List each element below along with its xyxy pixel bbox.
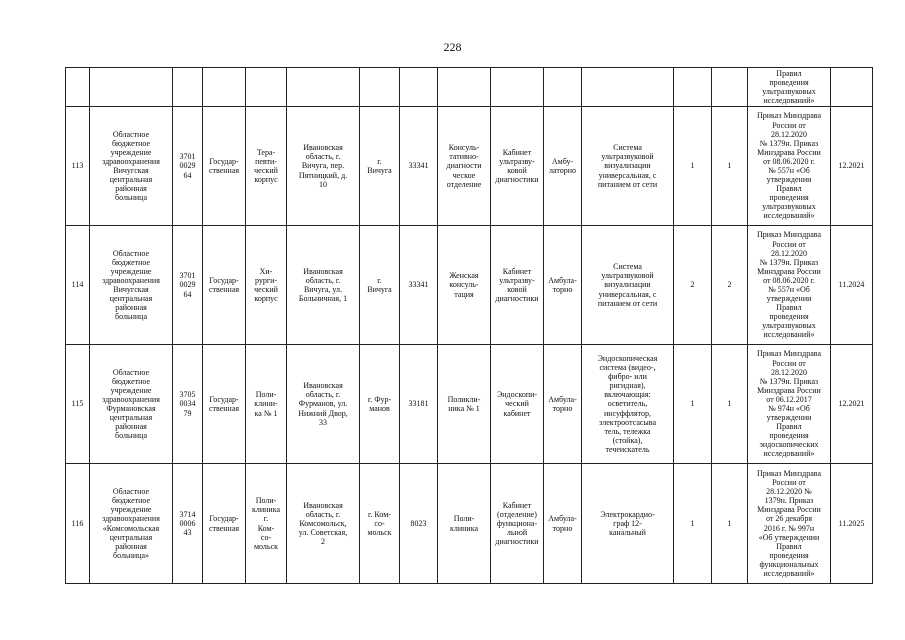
ownership-cell: Государ- ственная <box>208 514 240 533</box>
oktmo-cell: 33341 <box>408 161 429 171</box>
row-number-cell: 116 <box>71 518 84 528</box>
qty-required-cell: 1 <box>690 518 695 528</box>
standard-cell: Приказ Минздрава России от 28.12.2020 № 1379н. Приказ Минздрава России от 08.06.2020 г. № 557н «Об утверждении Правил проведения ультразвуковых исследований» <box>756 111 822 221</box>
equipment-cell: Эндоскопическая система (видео-, фибро- или ригидная), включающая: осветитель, инсуффлятор, электроотсасыва тель, тележка (стойка), течеискатель <box>597 353 658 454</box>
care-type-cell: Амбула- торно <box>548 514 577 533</box>
code-cell: 3701 0029 64 <box>179 271 196 299</box>
table-row <box>66 226 873 345</box>
row-number-cell: 113 <box>71 161 84 171</box>
qty-present-cell: 2 <box>727 280 732 290</box>
code-cell: 3701 0029 64 <box>179 152 196 180</box>
organization-cell: Областное бюджетное учреждение здравоохранения Вичугская центральная районная больница <box>102 129 160 203</box>
building-cell: Поли- клини- ка № 1 <box>254 390 278 418</box>
unit-cell: Поли- клиника <box>449 514 479 533</box>
address-cell: Ивановская область, г. Фурманов, ул. Нижний Двор, 33 <box>298 381 348 427</box>
care-type-cell: Амбу- латорно <box>548 156 576 175</box>
equipment-cell: Система ультразвуковой визуализации универсальная, с питанием от сети <box>597 262 658 308</box>
city-cell: г. Вичуга <box>367 156 392 175</box>
oktmo-cell: 33341 <box>408 280 429 290</box>
address-cell: Ивановская область, г. Комсомольск, ул. Советская, 2 <box>298 500 348 547</box>
standard-cell: Приказ Минздрава России от 28.12.2020 № 1379н. Приказ Минздрава России от 08.06.2020 г. № 557н «Об утверждении Правил проведения ультразвуковых исследований» <box>756 230 822 340</box>
date-cell: 11.2024 <box>838 280 865 290</box>
date-cell: 12.2021 <box>838 161 865 171</box>
unit-cell: Консуль- тативно- диагности ческое отделение <box>446 143 482 189</box>
equipment-cell: Система ультразвуковой визуализации универсальная, с питанием от сети <box>597 143 658 189</box>
date-cell: 11.2025 <box>838 518 865 528</box>
city-cell: г. Фур- манов <box>367 394 392 413</box>
standard-cell: Приказ Минздрава России от 28.12.2020 № 1379н. Приказ Минздрава России от 06.12.2017 № 974н «Об утверждении Правил проведения эндоскопических исследований» <box>756 349 822 459</box>
code-cell: 3705 0034 79 <box>179 390 196 418</box>
building-cell: Хи- рурги- ческий корпус <box>254 266 278 304</box>
qty-present-cell: 1 <box>727 399 732 409</box>
qty-present-cell: 1 <box>727 518 732 528</box>
organization-cell: Областное бюджетное учреждение здравоохранения Вичугская центральная районная больница <box>102 248 160 322</box>
ownership-cell: Государ- ственная <box>208 394 240 413</box>
ownership-cell: Государ- ственная <box>208 275 240 294</box>
qty-required-cell: 1 <box>690 399 695 409</box>
code-cell: 3714 0006 43 <box>179 509 196 538</box>
care-type-cell: Амбула- торно <box>548 275 577 294</box>
organization-cell: Областное бюджетное учреждение здравоохранения «Комсомольская центральная районная больница» <box>102 487 160 560</box>
organization-cell: Областное бюджетное учреждение здравоохранения Фурмановская центральная районная больница <box>102 367 160 441</box>
building-cell: Поли- клиника г. Ком- со- мольск <box>251 496 281 551</box>
room-cell: Кабинет ультразву- ковой диагностики <box>495 147 539 185</box>
table-row <box>66 345 873 464</box>
city-cell: г. Вичуга <box>367 275 392 294</box>
city-cell: г. Ком- со- мольск <box>367 509 392 538</box>
qty-required-cell: 1 <box>690 161 695 171</box>
oktmo-cell: 33181 <box>408 399 429 409</box>
row-number-cell: 114 <box>71 280 84 290</box>
table-row <box>66 107 873 226</box>
equipment-table <box>65 67 873 584</box>
table-row <box>66 464 873 584</box>
room-cell: Кабинет (отделение) функциона- льной диагностики <box>495 500 539 547</box>
ownership-cell: Государ- ственная <box>208 156 240 175</box>
unit-cell: Женская консуль- тация <box>449 271 479 299</box>
equipment-cell: Электрокардио- граф 12- канальный <box>600 509 655 538</box>
oktmo-cell: 8023 <box>410 518 427 528</box>
table-row-continuation <box>66 68 873 107</box>
room-cell: Кабинет ультразву- ковой диагностики <box>495 266 539 304</box>
address-cell: Ивановская область, г. Вичуга, ул. Больничная, 1 <box>298 266 348 304</box>
row-number-cell: 115 <box>71 399 84 409</box>
standard-cell: Правил проведения ультразвуковых исследований» <box>762 68 816 106</box>
unit-cell: Поликли- ника № 1 <box>447 394 481 413</box>
address-cell: Ивановская область, г. Вичуга, пер. Пятницкий, д. 10 <box>298 143 348 189</box>
care-type-cell: Амбула- торно <box>548 394 577 413</box>
date-cell: 12.2021 <box>838 399 865 409</box>
qty-required-cell: 2 <box>690 280 695 290</box>
page-number: 228 <box>443 40 462 54</box>
room-cell: Эндоскопи- ческий кабинет <box>496 390 538 418</box>
qty-present-cell: 1 <box>727 161 732 171</box>
building-cell: Тера- певти- ческий корпус <box>254 147 278 185</box>
standard-cell: Приказ Минздрава России от 28.12.2020 № 1379н. Приказ Минздрава России от 26 декабря 2016 г. № 997н «Об утверждении Правил проведения функциональных исследований» <box>756 468 822 578</box>
